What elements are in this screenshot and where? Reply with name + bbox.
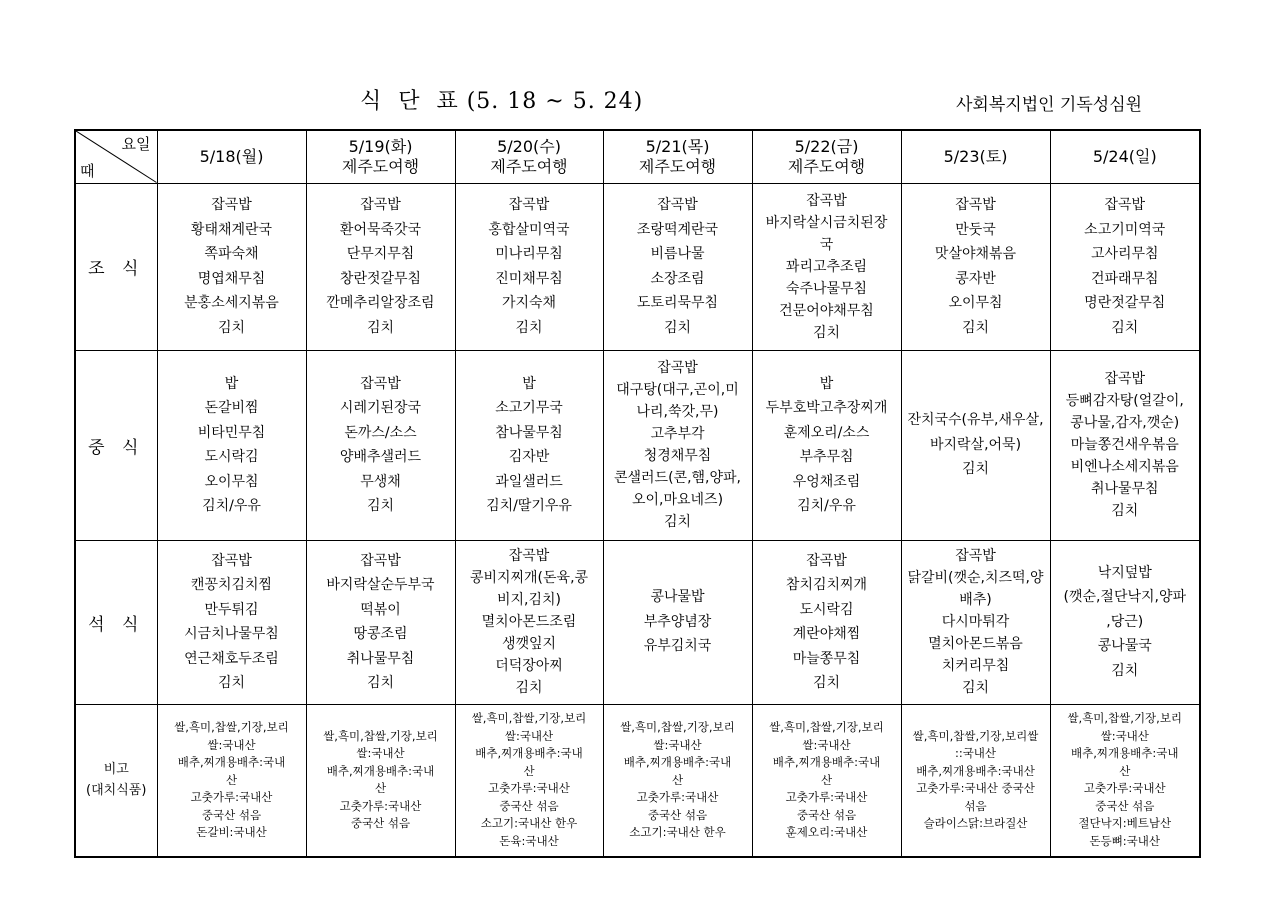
origin-line: 돈등뼈:국내산	[1089, 833, 1161, 848]
menu-item: 명엽채무침	[197, 270, 266, 287]
menu-item: 생깻잎지	[501, 636, 557, 652]
menu-item: 훈제오리/소스	[783, 424, 870, 441]
header-row	[75, 130, 1200, 183]
organization-name: 사회복지법인 기독성심원	[956, 95, 1143, 115]
origin-line: 쌀:국내산	[802, 737, 851, 752]
menu-item: 바지락살순두부국	[326, 577, 435, 593]
menu-item: 소고기무국	[495, 400, 563, 416]
menu-item: 고사리무침	[1090, 246, 1159, 262]
menu-item: 김치	[1111, 319, 1139, 336]
origin-note-cell	[157, 704, 306, 857]
menu-item: 잡곡밥	[955, 548, 996, 564]
origin-line: 산	[1119, 763, 1131, 778]
menu-cell	[306, 540, 455, 704]
menu-item: 김치	[515, 680, 543, 696]
origin-line: 산	[671, 772, 684, 787]
menu-item: 잡곡밥	[955, 197, 996, 213]
menu-item: 부추양념장	[643, 613, 712, 630]
menu-item: 도토리묵무침	[636, 295, 719, 311]
menu-item: ,당근)	[1106, 613, 1144, 630]
menu-item: 김치	[515, 319, 543, 336]
menu-item: 비지,김치)	[496, 592, 561, 608]
menu-item: 잡곡밥	[360, 197, 401, 213]
menu-item: (깻순,절단낙지,양파	[1063, 589, 1187, 606]
menu-item: 취나물무침	[1090, 481, 1159, 497]
menu-item: 콩나물국	[1097, 638, 1152, 655]
menu-item: 도시락김	[799, 601, 854, 618]
day-date: 5/21(목)	[645, 136, 710, 156]
menu-cell	[306, 183, 455, 350]
menu-item: 꽈리고추조림	[785, 258, 868, 275]
day-header	[901, 130, 1050, 183]
menu-item: 다시마튀각	[941, 614, 1010, 630]
menu-item: 잡곡밥	[211, 552, 252, 569]
menu-item: 김치	[812, 675, 841, 691]
origin-line: 중국산 섞음	[499, 798, 559, 813]
menu-item: 땅콩조림	[353, 626, 408, 642]
menu-item: 연근채호두조림	[184, 650, 279, 667]
menu-item: 가지숙채	[501, 295, 557, 311]
origin-line: 중국산 섞음	[796, 807, 857, 822]
origin-note-cell	[455, 704, 603, 857]
origin-line: 중국산 섞음	[350, 816, 411, 831]
notes-label-line: 비고	[103, 762, 129, 778]
menu-item: 비엔나소세지볶음	[1070, 459, 1179, 475]
menu-item: 명란젓갈무침	[1084, 295, 1166, 311]
origin-line: 중국산 섞음	[1095, 798, 1155, 813]
menu-item: 콩나물,감자,깻순)	[1070, 415, 1180, 431]
origin-line: 쌀,흑미,찹쌀,기장,보리쌀	[912, 728, 1039, 743]
menu-item: 미나리무침	[495, 246, 563, 262]
menu-item: 더덕장아찌	[495, 658, 563, 674]
menu-table	[74, 129, 1201, 858]
notes-label	[75, 704, 157, 857]
meal-label: 중 식	[75, 350, 157, 540]
menu-cell	[306, 350, 455, 540]
menu-item: 김치	[1111, 503, 1139, 519]
menu-item: 밥	[224, 375, 239, 392]
menu-item: 숙주나물무침	[785, 280, 868, 297]
day-note: 제주도여행	[341, 156, 420, 176]
menu-item: 바지락살,어묵)	[929, 436, 1022, 453]
menu-item: 김치	[366, 675, 395, 691]
origin-line: 배추,찌개용배추:국내	[177, 755, 286, 769]
origin-line: 산	[225, 772, 238, 787]
day-note: 제주도여행	[787, 156, 866, 176]
menu-item: 환어묵죽갓국	[339, 221, 422, 238]
origin-line: 소고기:국내산 한우	[480, 816, 578, 831]
day-header	[603, 130, 752, 183]
menu-item: 계란야채찜	[792, 626, 861, 642]
menu-item: 김치	[663, 514, 692, 530]
origin-note-cell	[1050, 704, 1200, 857]
menu-cell	[455, 183, 603, 350]
origin-note-cell	[752, 704, 901, 857]
origin-line: 슬라이스닭:브라질산	[923, 816, 1028, 831]
menu-item: 무생채	[360, 473, 401, 490]
origin-line: 고춧가루:국내산	[1083, 781, 1166, 796]
day-date: 5/24(일)	[1092, 146, 1157, 166]
menu-cell	[901, 540, 1050, 704]
menu-item: 잡곡밥	[1104, 197, 1146, 213]
menu-item: 김치	[812, 324, 841, 341]
menu-item: 캔꽁치김치찜	[190, 577, 273, 593]
day-header	[455, 130, 603, 183]
menu-item: 잡곡밥	[211, 197, 252, 213]
menu-item: 비타민무침	[197, 424, 266, 441]
menu-item: 닭갈비(깻순,치즈떡,양	[907, 570, 1044, 586]
day-note: 제주도여행	[638, 156, 717, 176]
menu-item: 김치/우유	[797, 498, 856, 514]
origin-line: 절단낙지:베트남산	[1078, 816, 1172, 831]
day-date: 5/20(수)	[497, 136, 561, 156]
breakfast-row	[75, 183, 1200, 350]
menu-item: 콘샐러드(콘,햄,양파,	[613, 470, 741, 486]
origin-line: 쌀:국내산	[504, 728, 554, 743]
menu-item: 참치김치찌개	[785, 577, 868, 593]
origin-line: 훈제오리:국내산	[785, 825, 868, 839]
meal-label: 석 식	[75, 540, 157, 704]
menu-item: 비름나물	[650, 246, 705, 262]
menu-cell	[901, 350, 1050, 540]
menu-cell	[1050, 350, 1200, 540]
menu-item: 잡곡밥	[508, 197, 550, 213]
origin-line: 배추,찌개용배추:국내	[326, 763, 435, 778]
menu-item: 황태채계란국	[190, 221, 273, 238]
menu-item: 등뼈감자탕(얼갈이,	[1065, 393, 1184, 409]
menu-item: 마늘쫑무침	[792, 650, 861, 667]
origin-line: 쌀:국내산	[207, 737, 256, 752]
menu-cell	[752, 540, 901, 704]
menu-item: 맛살야채볶음	[934, 246, 1017, 262]
day-note: 제주도여행	[490, 156, 568, 176]
menu-cell	[752, 183, 901, 350]
menu-cell	[603, 183, 752, 350]
origin-line: 쌀,흑미,찹쌀,기장,보리	[471, 711, 587, 726]
menu-item: 오이,마요네즈)	[631, 492, 724, 508]
menu-item: 고추부각	[650, 426, 705, 442]
menu-item: 깐메추리알장조림	[326, 295, 435, 311]
day-header	[157, 130, 306, 183]
origin-line: 중국산 섞음	[647, 807, 708, 822]
menu-item: 밥	[522, 375, 536, 392]
menu-cell	[603, 540, 752, 704]
origin-line: 산	[374, 781, 387, 796]
menu-item: 잡곡밥	[657, 197, 698, 213]
menu-item: 김치	[1111, 662, 1139, 679]
origin-line: 쌀:국내산	[1100, 728, 1149, 743]
menu-item: 소고기미역국	[1084, 221, 1166, 238]
origin-line: ::국내산	[954, 746, 997, 761]
origin-line: 배추,찌개용배추:국내	[623, 755, 732, 769]
corner-meal-label: 때	[80, 161, 95, 180]
menu-item: 잡곡밥	[657, 360, 698, 376]
day-date: 5/23(토)	[943, 146, 1008, 166]
menu-item: 만둣국	[955, 221, 996, 238]
origin-line: 쌀,흑미,찹쌀,기장,보리	[769, 720, 884, 734]
origin-line: 쌀,흑미,찹쌀,기장,보리	[1067, 711, 1183, 726]
origin-line: 쌀,흑미,찹쌀,기장,보리	[620, 720, 735, 734]
menu-item: 시레기된장국	[339, 400, 422, 416]
menu-cell	[901, 183, 1050, 350]
menu-item: 콩비지찌개(돈육,콩	[469, 570, 589, 586]
meal-label: 조 식	[75, 183, 157, 350]
menu-cell	[455, 350, 603, 540]
menu-item: 멸치아몬드볶음	[928, 636, 1023, 652]
notes-row	[75, 704, 1200, 857]
menu-item: 시금치나물무침	[184, 626, 279, 642]
origin-line: 배추,찌개용배추:국내	[772, 755, 881, 769]
menu-item: 오이무침	[948, 295, 1003, 311]
menu-item: 단무지무침	[346, 246, 415, 262]
menu-cell	[1050, 183, 1200, 350]
origin-line: 고춧가루:국내산	[636, 790, 719, 804]
origin-line: 섞음	[964, 798, 987, 813]
menu-item: 양배추샐러드	[339, 449, 422, 465]
corner-cell	[75, 130, 157, 183]
menu-item: 대구탕(대구,곤이,미	[616, 382, 739, 398]
origin-line: 산	[523, 763, 535, 778]
menu-item: 김치	[961, 461, 990, 478]
origin-line: 고춧가루:국내산	[190, 790, 273, 804]
menu-item: 잡곡밥	[1104, 371, 1146, 387]
origin-line: 고춧가루:국내산 중국산	[916, 781, 1035, 796]
day-date: 5/19(화)	[348, 136, 413, 156]
menu-item: 콩나물밥	[650, 589, 705, 606]
menu-item: 김치	[663, 319, 692, 336]
menu-item: 김치	[366, 319, 395, 336]
day-header	[1050, 130, 1200, 183]
origin-line: 소고기:국내산 한우	[629, 825, 726, 839]
origin-line: 돈갈비:국내산	[196, 825, 267, 839]
menu-item: 참나물무침	[495, 424, 563, 441]
menu-item: 우엉채조림	[792, 473, 861, 490]
menu-cell	[157, 183, 306, 350]
menu-item: 만두튀김	[204, 601, 259, 618]
menu-item: 김치/우유	[202, 498, 261, 514]
menu-item: 마늘쫑건새우볶음	[1070, 437, 1179, 453]
menu-item: 김치	[961, 319, 990, 336]
menu-item: 김치	[366, 498, 395, 514]
menu-item: 부추무침	[799, 449, 854, 465]
menu-cell	[1050, 540, 1200, 704]
menu-item: 잡곡밥	[508, 548, 550, 564]
day-header	[752, 130, 901, 183]
menu-cell	[157, 540, 306, 704]
origin-line: 배추,찌개용배추:국내산	[916, 763, 1035, 778]
menu-cell	[455, 540, 603, 704]
origin-line: 쌀,흑미,찹쌀,기장,보리	[174, 720, 289, 734]
menu-item: 두부호박고추장찌개	[765, 400, 888, 416]
menu-item: 잡곡밥	[806, 552, 847, 569]
origin-line: 쌀:국내산	[356, 746, 405, 761]
menu-item: 콩자반	[955, 270, 996, 287]
menu-item: 떡볶이	[360, 601, 401, 618]
menu-item: 청경채무침	[643, 448, 712, 464]
menu-item: 잔치국수(유부,새우살,	[907, 412, 1044, 429]
menu-item: 배추)	[959, 592, 992, 608]
menu-item: 나리,쑥갓,무)	[636, 404, 719, 420]
origin-line: 쌀:국내산	[653, 737, 702, 752]
day-date: 5/18(월)	[199, 146, 264, 166]
menu-item: 국	[819, 236, 834, 253]
origin-line: 고춧가루:국내산	[488, 781, 570, 796]
menu-item: 잡곡밥	[806, 192, 847, 209]
menu-item: 건파래무침	[1090, 270, 1159, 287]
origin-note-cell	[603, 704, 752, 857]
dinner-row	[75, 540, 1200, 704]
origin-line: 배추,찌개용배추:국내	[475, 746, 583, 761]
menu-item: 김치	[961, 680, 990, 696]
menu-cell	[752, 350, 901, 540]
menu-item: 진미채무침	[495, 270, 563, 287]
origin-line: 산	[820, 772, 833, 787]
day-date: 5/22(금)	[794, 136, 859, 156]
origin-line: 돈육:국내산	[499, 833, 559, 848]
day-header	[306, 130, 455, 183]
menu-item: 밥	[819, 375, 834, 392]
menu-item: 잡곡밥	[360, 552, 401, 569]
menu-item: 조랑떡계란국	[636, 221, 719, 238]
menu-item: 오이무침	[204, 473, 259, 490]
menu-item: 돈갈비찜	[204, 400, 259, 416]
menu-cell	[157, 350, 306, 540]
menu-item: 김치/딸기우유	[486, 498, 572, 514]
origin-line: 고춧가루:국내산	[785, 790, 868, 804]
origin-line: 배추,찌개용배추:국내	[1070, 746, 1179, 761]
menu-item: 멸치아몬드조림	[481, 614, 577, 630]
menu-item: 과일샐러드	[495, 473, 563, 490]
menu-item: 김치	[217, 319, 246, 336]
notes-label-line: (대치식품)	[86, 783, 147, 799]
menu-item: 바지락살시금치된장	[765, 214, 888, 231]
lunch-row	[75, 350, 1200, 540]
menu-item: 분홍소세지볶음	[184, 295, 279, 311]
origin-line: 고춧가루:국내산	[339, 798, 422, 813]
menu-item: 소장조림	[650, 270, 705, 287]
page-title: 식 단 표 (5. 18 ~ 5. 24)	[360, 89, 644, 114]
menu-item: 유부김치국	[643, 638, 712, 655]
menu-item: 김치	[217, 675, 246, 691]
menu-item: 창란젓갈무침	[339, 270, 422, 287]
menu-item: 돈까스/소스	[344, 424, 417, 441]
origin-line: 쌀,흑미,찹쌀,기장,보리	[323, 728, 438, 743]
menu-item: 낙지덮밥	[1097, 564, 1152, 581]
menu-item: 김자반	[508, 449, 550, 465]
menu-item: 건문어야채무침	[779, 302, 874, 319]
menu-item: 잡곡밥	[360, 375, 401, 392]
origin-note-cell	[306, 704, 455, 857]
origin-note-cell	[901, 704, 1050, 857]
menu-item: 취나물무침	[346, 650, 415, 667]
origin-line: 중국산 섞음	[201, 807, 262, 822]
menu-item: 홍합살미역국	[488, 221, 570, 238]
menu-cell	[603, 350, 752, 540]
corner-day-label: 요일	[121, 135, 151, 153]
menu-item: 도시락김	[204, 449, 259, 465]
menu-item: 쪽파숙채	[204, 246, 259, 262]
menu-item: 치커리무침	[941, 658, 1010, 674]
